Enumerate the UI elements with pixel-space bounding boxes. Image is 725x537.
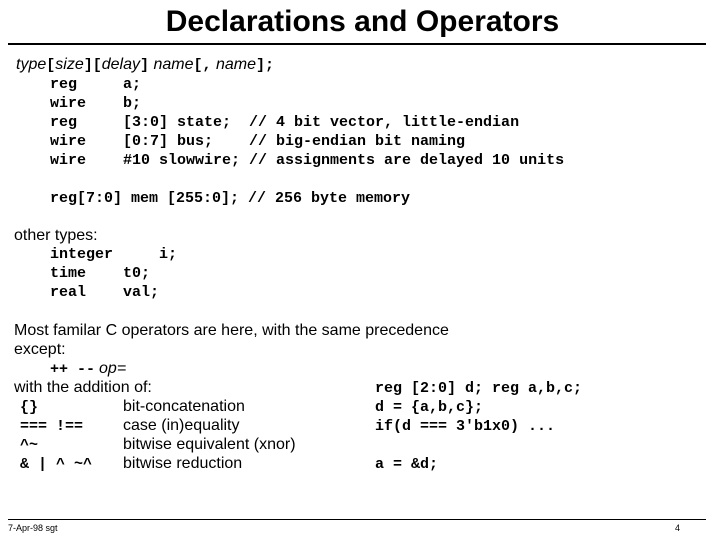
syntax-bracket-open: [ [46, 57, 56, 74]
syntax-name-repeat: name [215, 56, 256, 73]
declaration-syntax [16, 55, 274, 75]
page-number: 4 [675, 523, 681, 533]
title-divider [8, 43, 706, 45]
syntax-name: name [153, 56, 194, 73]
operator-description: bit-concatenation [123, 398, 245, 415]
operator-symbol: & | ^ ~^ [20, 456, 93, 473]
footer-date: 7-Apr-98 sgt [8, 523, 58, 533]
except-operators [50, 359, 126, 379]
decl-kw: wire [50, 95, 87, 112]
syntax-type: type [16, 56, 47, 73]
decl-rest: [3:0] state; // 4 bit vector, little-endian [123, 114, 520, 131]
slide-title: Declarations and Operators [165, 5, 560, 38]
syntax-bracket-close: ] [139, 57, 149, 74]
example-code: a = &d; [375, 456, 439, 473]
decl-rest: #10 slowwire; // assignments are delayed 10 units [123, 152, 565, 169]
operator-description: case (in)equality [123, 417, 240, 434]
example-code: d = {a,b,c}; [375, 399, 484, 416]
type-var: val; [123, 284, 160, 301]
footer-divider [8, 519, 706, 520]
operator-symbol: ^~ [20, 437, 39, 454]
type-kw: real [50, 284, 87, 301]
memory-declaration: reg[7:0] mem [255:0]; // 256 byte memory [50, 190, 411, 207]
operators-intro: Most familar C operators are here, with the same precedence [14, 322, 449, 339]
type-kw: time [50, 265, 87, 282]
operator-symbol: === !== [20, 418, 84, 435]
compound-assign-op: op= [99, 360, 127, 377]
decl-kw: reg [50, 76, 78, 93]
syntax-list-close: ]; [255, 57, 274, 74]
decl-rest: [0:7] bus; // big-endian bit naming [123, 133, 466, 150]
other-types-label: other types: [14, 227, 98, 244]
operators-except: except: [14, 341, 66, 358]
decl-kw: wire [50, 152, 87, 169]
decl-rest: b; [123, 95, 142, 112]
type-var: i; [159, 246, 178, 263]
operator-symbol: {} [20, 399, 39, 416]
addition-label: with the addition of: [14, 379, 152, 396]
decl-rest: a; [123, 76, 142, 93]
syntax-size: size [55, 56, 84, 73]
decl-kw: wire [50, 133, 87, 150]
operator-description: bitwise equivalent (xnor) [123, 436, 296, 453]
syntax-bracket-mid: ][ [83, 57, 102, 74]
operator-description: bitwise reduction [123, 455, 243, 472]
type-var: t0; [123, 265, 151, 282]
increment-decrement-ops: ++ -- [50, 361, 96, 378]
syntax-list-open: [, [193, 57, 212, 74]
type-kw: integer [50, 246, 114, 263]
syntax-delay: delay [101, 56, 140, 73]
decl-kw: reg [50, 114, 78, 131]
example-code: reg [2:0] d; reg a,b,c; [375, 380, 583, 397]
example-code: if(d === 3'b1x0) ... [375, 418, 556, 435]
